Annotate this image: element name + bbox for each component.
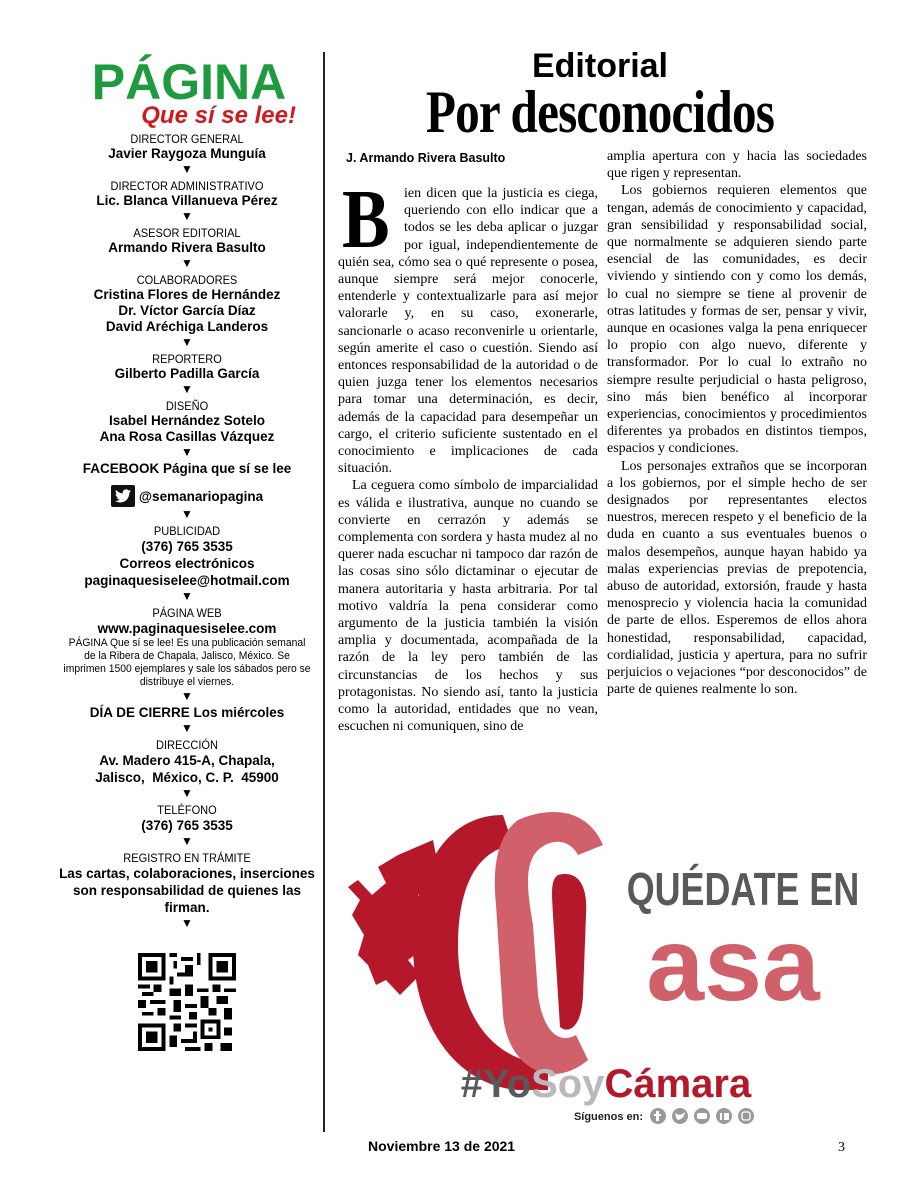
email-link[interactable]: paginaquesiselee@hotmail.com <box>84 573 290 588</box>
article-column-1 <box>338 173 598 736</box>
sidebar-staff-box <box>52 54 322 1056</box>
down-arrow-icon: ▼ <box>181 445 193 459</box>
down-arrow-icon: ▼ <box>181 162 193 176</box>
registro-block <box>52 851 322 929</box>
issue-date: Noviembre 13 de 2021 <box>368 1138 516 1154</box>
article-paragraph: Los personajes extraños que se incorporan a los gobiernos, por el simple hecho de ser designados por representantes electos nuestros, merecen respeto y el beneficio de la duda en cuanto a sus eventuales buenos o malos desempeños, aunque hayan habido ya malas experiencias previas de prepotencia, abuso de autoridad, extorsión, fraude y hasta menosprecio y violencia hacia la comunidad de parte de ellos. Esperemos de ellos ahora honestidad, responsabilidad, capacidad, cordialidad, justicia y apertura, para no sufrir perjuicios o vejaciones “por desconocidos” de parte de quienes realmente lo son. <box>607 458 867 698</box>
down-arrow-icon: ▼ <box>181 507 193 521</box>
publicidad-label: PUBLICIDAD <box>153 524 221 538</box>
staff-name: Armando Rivera Basulto <box>108 240 266 255</box>
ad-line2: asa <box>646 907 820 1023</box>
ad-graphic <box>338 795 873 1130</box>
staff-director-administrativo <box>52 179 322 222</box>
web-label: PÁGINA WEB <box>152 606 222 620</box>
staff-name: David Aréchiga Landeros <box>105 319 269 334</box>
staff-role: DISEÑO <box>165 399 209 413</box>
down-arrow-icon: ▼ <box>181 916 193 930</box>
facebook-link[interactable]: FACEBOOK Página que sí se lee <box>82 461 292 476</box>
ad-social-icons <box>650 1108 754 1124</box>
article-author: J. Armando Rivera Basulto <box>346 151 506 165</box>
staff-reportero <box>52 352 322 395</box>
web-block <box>52 606 322 702</box>
staff-role: REPORTERO <box>152 352 222 366</box>
website-link[interactable]: www.paginaquesiselee.com <box>97 621 277 636</box>
address-line2: Jalisco, México, C. P. 45900 <box>95 770 279 785</box>
instagram-icon <box>738 1108 754 1124</box>
drop-cap: B <box>342 173 390 266</box>
hashtag-soy: Soy <box>531 1062 605 1106</box>
column-divider <box>323 52 325 1132</box>
twitter-handle[interactable]: @semanariopagina <box>138 488 264 504</box>
staff-name: Lic. Blanca Villanueva Pérez <box>96 193 278 208</box>
ad-follow-label: Síguenos en: <box>573 1111 643 1123</box>
staff-name: Isabel Hernández Sotelo <box>108 413 266 428</box>
disclaimer: Las cartas, colaboraciones, inserciones son responsabilidad de quienes las firman. <box>59 866 315 915</box>
article-paragraph: Los gobiernos requieren elementos que tengan, además de conocimiento y capacidad, gran sensibilidad y responsabilidad social, que normalmente se adquieren siendo parte esencial de las comunidades, es decir viviendo y sintiendo con y como los demás, lo cual no siempre se tiene al provenir de otras latitudes y formas de ser, pensar y vivir, aunque en ocasiones valga la pena enriquecer lo propio con algo nuevo, diferente y transformador. Por lo cual lo extraño no siempre resulte perjudicial o hasta peligroso, sino más bien benéfico al incorporar experiencias, conocimientos y procedimientos diferentes ya probados en distintos tiempos, espacios y condiciones. <box>607 183 867 457</box>
logo-tagline: Que sí se lee! <box>141 102 296 129</box>
phone-block <box>52 803 322 847</box>
hashtag-yo: #Yo <box>460 1062 532 1106</box>
staff-role: DIRECTOR ADMINISTRATIVO <box>110 179 264 193</box>
qr-code[interactable] <box>138 953 236 1051</box>
article-column-2 <box>607 148 867 699</box>
paragraph-text: ien dicen que la justicia es ciega, queriendo con ello indicar que a todos se les deba aplicar o juzgar por igual, independientemente de quién sea, cómo sea o qué represente o posea, aunque siempre será mejor conocerle, entenderle y contextualizarle para así mejor valorarle y, en su caso, exonerarle, sancionarle o acaso reconvenirle u orientarle, según amerite el caso o cuestión. Siendo así entonces responsabilidad de la autoridad o de quien juzga tener los elementos necesarios para tomar una determinación, es decir, además de la capacidad para desempeñar un cargo, el criterio suficiente sustentado en el conocimiento e implicaciones de cada situación. <box>338 186 598 477</box>
down-arrow-icon: ▼ <box>181 786 193 800</box>
article-paragraph: amplia apertura con y hacia las sociedades que rigen y representan. <box>607 149 867 182</box>
staff-role: COLABORADORES <box>136 273 238 287</box>
ad-hashtag <box>461 1062 752 1106</box>
staff-name: Javier Raygoza Munguía <box>108 146 266 161</box>
staff-role: DIRECTOR GENERAL <box>130 132 244 146</box>
down-arrow-icon: ▼ <box>181 689 193 703</box>
address-line1: Av. Madero 415-A, Chapala, <box>99 753 275 768</box>
address-label: DIRECCIÓN <box>156 738 218 752</box>
staff-diseno <box>52 399 322 458</box>
down-arrow-icon: ▼ <box>181 382 193 396</box>
down-arrow-icon: ▼ <box>181 335 193 349</box>
advertisement-quedate-en-casa <box>338 795 873 1130</box>
email-label: Correos electrónicos <box>119 556 255 571</box>
hashtag-camara: Cámara <box>604 1062 752 1106</box>
twitter-icon[interactable] <box>111 485 135 507</box>
staff-name: Dr. Víctor García Díaz <box>118 303 256 318</box>
closing-day: DÍA DE CIERRE Los miércoles <box>89 705 285 720</box>
staff-role: ASESOR EDITORIAL <box>133 226 241 240</box>
registro-label: REGISTRO EN TRÁMITE <box>123 851 251 865</box>
down-arrow-icon: ▼ <box>181 721 193 735</box>
down-arrow-icon: ▼ <box>181 256 193 270</box>
down-arrow-icon: ▼ <box>181 589 193 603</box>
phone-value: (376) 765 3535 <box>141 818 233 833</box>
down-arrow-icon: ▼ <box>181 834 193 848</box>
publication-about: PÁGINA Que sí se lee! Es una publicación semanal de la Ribera de Chapala, Jalisco, México. Se imprimen 1500 ejemplares y sale los sábados pero se distribuye el viernes. <box>63 637 311 688</box>
down-arrow-icon: ▼ <box>181 209 193 223</box>
twitter-row <box>52 485 322 507</box>
staff-colaboradores <box>52 273 322 348</box>
publicidad-phone: (376) 765 3535 <box>141 539 233 554</box>
phone-label: TELÉFONO <box>157 803 217 817</box>
staff-name: Ana Rosa Casillas Vázquez <box>99 429 275 444</box>
article-paragraph: La ceguera como símbolo de imparcialidad es válida e ilustrativa, aunque no cuando se convierte en cerrazón y además se complementa con sordera y hasta mudez al no querer nada escuchar ni tampoco dar razón de las cosas sino sólo dictaminar o ejecutar de manera autoritaria y hasta arbitraria. Por tal motivo valdría la pena considerar como argumento de la justicia también la visión amplia y documentada, acompañada de la razón de la ley pero también de las circunstancias de los hechos y sus protagonistas. No siendo así, tanto la justicia como la autoridad, entidades que no vean, escuchen ni comuniquen, sino de <box>338 478 598 735</box>
article-title: Por desconocidos <box>425 79 775 145</box>
logo-pagina: PÁGINA <box>91 54 287 110</box>
ad-line1: QUÉDATE EN <box>626 863 860 916</box>
staff-name: Cristina Flores de Hernández <box>93 287 281 302</box>
c-shape-light <box>495 812 603 1074</box>
staff-director-general <box>52 132 322 175</box>
staff-name: Gilberto Padilla García <box>114 366 260 381</box>
article-paragraph <box>338 173 598 477</box>
publicidad-block <box>52 524 322 602</box>
address-block <box>52 738 322 799</box>
staff-asesor-editorial <box>52 226 322 269</box>
page-number: 3 <box>838 1140 845 1155</box>
section-heading: Editorial <box>531 47 669 85</box>
c-shape-inner <box>552 874 586 1030</box>
